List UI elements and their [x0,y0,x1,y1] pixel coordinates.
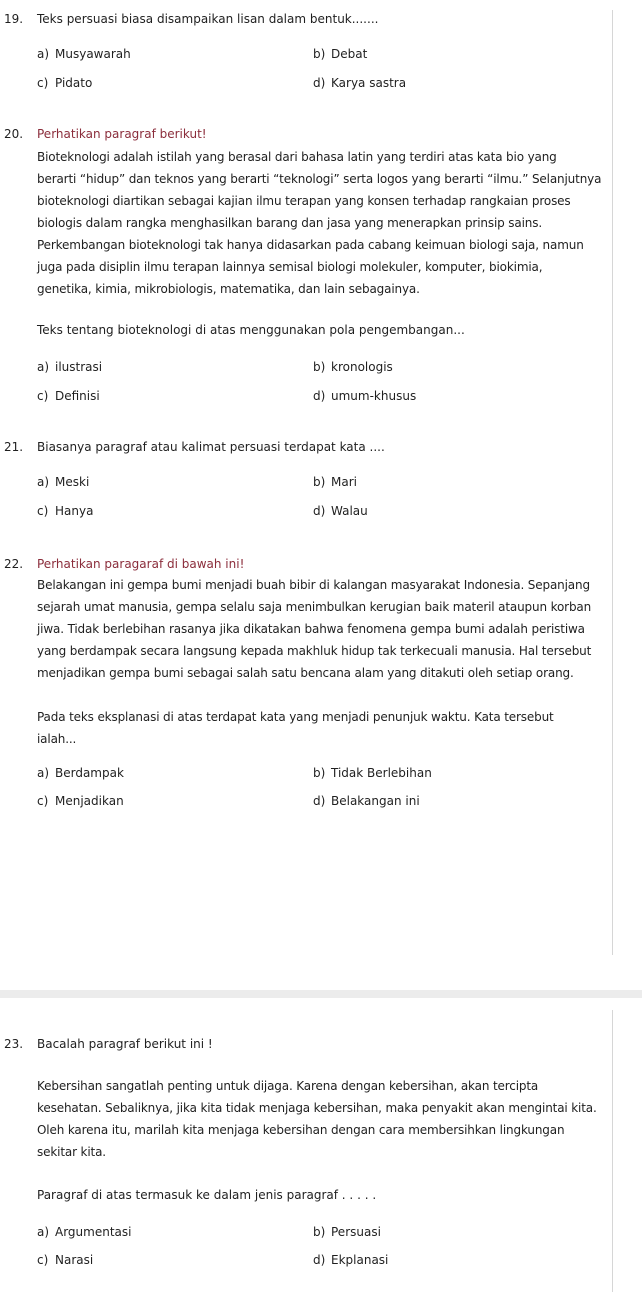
option-a[interactable]: a) Berdampak [37,766,124,780]
option-d[interactable]: d) Ekplanasi [313,1253,389,1267]
question-stem: Biasanya paragraf atau kalimat persuasi terdapat kata .... [37,440,385,454]
option-d[interactable]: d) Belakangan ini [313,794,420,808]
question-intro: Perhatikan paragraf berikut! [37,127,207,141]
passage: Belakangan ini gempa bumi menjadi buah bibir di kalangan masyarakat Indonesia. Sepanjang sejarah umat manusia, gempa selalu saja menimbulkan kerugian baik materil ataupun korban jiwa. Tidak berlebihan rasanya jika dikatakan bahwa fenomena gempa bumi adalah peristiwa yang berdampak secara langsung kepada makhluk hidup tak terkecuali manusia. Hal tersebut menjadikan gempa bumi sebagai salah satu bencana alam yang ditakuti oleh setiap orang. [37,578,592,680]
option-a[interactable]: a) Argumentasi [37,1225,132,1239]
passage: Bioteknologi adalah istilah yang berasal dari bahasa latin yang terdiri atas kata bio yang berarti “hidup” dan teknos yang berarti “teknologi” serta logos yang berarti “ilmu.” Selanjutnya bioteknologi diartikan sebagai kajian ilmu terapan yang konsen terhadap rangkaian proses biologis dalam rangka menghasilkan barang dan jasa yang menerapkan prinsip sains. Perkembangan bioteknologi tak hanya didasarkan pada cabang keimuan biologi saja, namun juga pada disiplin ilmu terapan lainnya semisal biologi molekuler, komputer, biokimia, genetika, kimia, mikrobiologis, matematika, dan lain sebagainya. [37,150,602,296]
right-border-line [612,1010,613,1292]
question-number: 19. [4,12,24,26]
question-number: 21. [4,440,24,454]
option-b[interactable]: b) Debat [313,47,368,61]
option-d[interactable]: d) Karya sastra [313,76,407,90]
option-c[interactable]: c) Hanya [37,504,94,518]
option-b[interactable]: b) Persuasi [313,1225,381,1239]
option-c[interactable]: c) Narasi [37,1253,94,1267]
question-number: 20. [4,127,24,141]
option-c[interactable]: c) Menjadikan [37,794,124,808]
option-a[interactable]: a) ilustrasi [37,360,103,374]
question-text: Teks tentang bioteknologi di atas menggunakan pola pengembangan... [37,323,465,337]
passage: Kebersihan sangatlah penting untuk dijaga. Karena dengan kebersihan, akan tercipta kesehatan. Sebaliknya, jika kita tidak menjaga kebersihan, maka penyakit akan mengintai kita. Oleh karena itu, marilah kita menjaga kebersihan dengan cara membersihkan lingkungan sekitar kita. [37,1079,597,1159]
option-b[interactable]: b) Tidak Berlebihan [313,766,432,780]
option-d[interactable]: d) Walau [313,504,368,518]
question-text: Paragraf di atas termasuk ke dalam jenis paragraf . . . . . [37,1188,377,1202]
option-d[interactable]: d) umum-khusus [313,389,417,403]
question-stem: Teks persuasi biasa disampaikan lisan dalam bentuk....... [37,12,379,26]
question-number: 23. [4,1037,24,1051]
option-b[interactable]: b) kronologis [313,360,393,374]
question-intro: Bacalah paragraf berikut ini ! [37,1037,213,1051]
option-b[interactable]: b) Mari [313,475,357,489]
right-border-line [612,10,613,955]
page-separator [0,990,642,998]
question-text: Pada teks eksplanasi di atas terdapat kata yang menjadi penunjuk waktu. Kata tersebut ialah... [37,710,554,746]
option-c[interactable]: c) Definisi [37,389,100,403]
option-a[interactable]: a) Meski [37,475,90,489]
option-a[interactable]: a) Musyawarah [37,47,131,61]
question-number: 22. [4,557,24,571]
question-intro: Perhatikan paragaraf di bawah ini! [37,557,245,571]
option-c[interactable]: c) Pidato [37,76,93,90]
